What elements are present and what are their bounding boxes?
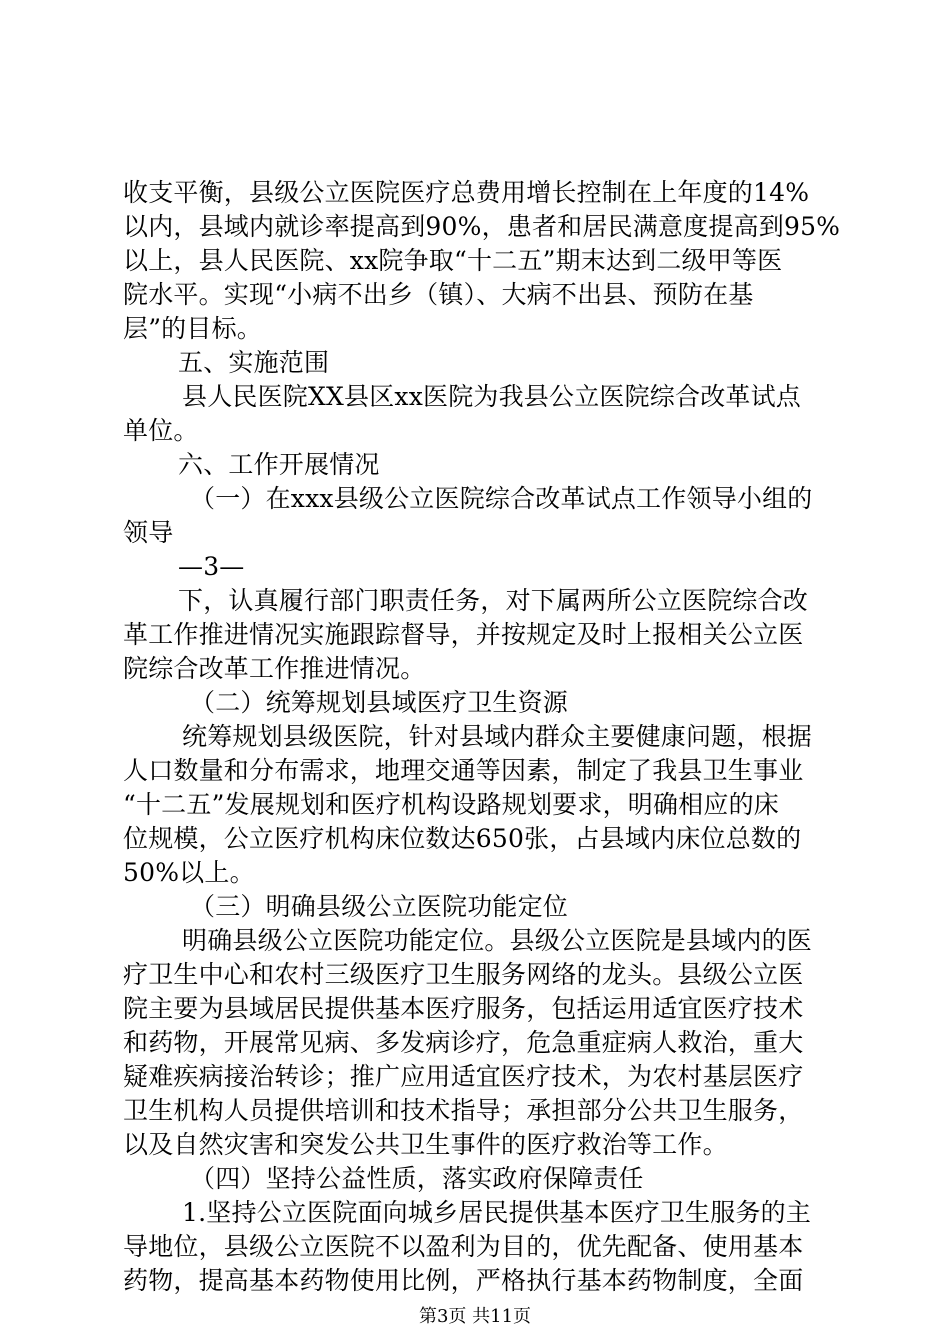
body-text-line: 以及自然灾害和突发公共卫生事件的医疗救治等工作。 [123, 1130, 728, 1159]
body-text-line: 人口数量和分布需求，地理交通等因素，制定了我县卫生事业 [123, 756, 804, 785]
body-text-line: 疗卫生中心和农村三级医疗卫生服务网络的龙头。县级公立医 [123, 960, 804, 989]
body-text-line: 疑难疾病接治转诊；推广应用适宜医疗技术，为农村基层医疗 [123, 1062, 804, 1091]
section-heading: 五、实施范围 [178, 348, 330, 377]
body-text-line: 以上，县人民医院、xx院争取“十二五”期末达到二级甲等医 [123, 246, 783, 275]
body-text-line: 院综合改革工作推进情况。 [123, 654, 426, 683]
page-footer: 第3页 共11页 [418, 1306, 532, 1327]
body-text-line: 以内，县域内就诊率提高到90%，患者和居民满意度提高到95% [123, 212, 841, 241]
subsection-heading: （三）明确县级公立医院功能定位 [190, 892, 569, 921]
body-text-line: 县人民医院XX县区xx医院为我县公立医院综合改革试点 [182, 382, 801, 411]
page-marker: —3— [178, 552, 245, 581]
body-text-line: 和药物，开展常见病、多发病诊疗，危急重症病人救治，重大 [123, 1028, 804, 1057]
subsection-heading: （二）统筹规划县域医疗卫生资源 [190, 688, 569, 717]
body-text-line: 院主要为县域居民提供基本医疗服务，包括运用适宜医疗技术 [123, 994, 804, 1023]
body-text-line: 层”的目标。 [123, 314, 262, 343]
body-text-line: “十二五”发展规划和医疗机构设路规划要求，明确相应的床 [123, 790, 779, 819]
body-text-line: 单位。 [123, 416, 199, 445]
subsection-heading: （一）在xxx县级公立医院综合改革试点工作领导小组的 [190, 484, 813, 513]
body-text-line: 位规模，公立医疗机构床位数达650张，占县域内床位总数的 [123, 824, 802, 853]
body-text-line: 1.坚持公立医院面向城乡居民提供基本医疗卫生服务的主 [182, 1198, 812, 1227]
body-text-line: 领导 [123, 518, 174, 547]
body-text-line: 下，认真履行部门职责任务，对下属两所公立医院综合改 [178, 586, 809, 615]
body-text-line: 统筹规划县级医院，针对县域内群众主要健康问题，根据 [182, 722, 813, 751]
section-heading: 六、工作开展情况 [178, 450, 380, 479]
body-text-line: 院水平。实现“小病不出乡（镇）、大病不出县、预防在基 [123, 280, 754, 309]
body-text-line: 收支平衡，县级公立医院医疗总费用增长控制在上年度的14% [123, 178, 810, 207]
body-text-line: 导地位，县级公立医院不以盈利为目的，优先配备、使用基本 [123, 1232, 804, 1261]
body-text-line: 革工作推进情况实施跟踪督导，并按规定及时上报相关公立医 [123, 620, 804, 649]
body-text-line: 明确县级公立医院功能定位。县级公立医院是县域内的医 [182, 926, 813, 955]
subsection-heading: （四）坚持公益性质，落实政府保障责任 [190, 1164, 644, 1193]
body-text-line: 药物，提高基本药物使用比例，严格执行基本药物制度，全面 [123, 1266, 804, 1295]
body-text-line: 卫生机构人员提供培训和技术指导；承担部分公共卫生服务， [123, 1096, 804, 1125]
body-text-line: 50%以上。 [123, 858, 255, 887]
